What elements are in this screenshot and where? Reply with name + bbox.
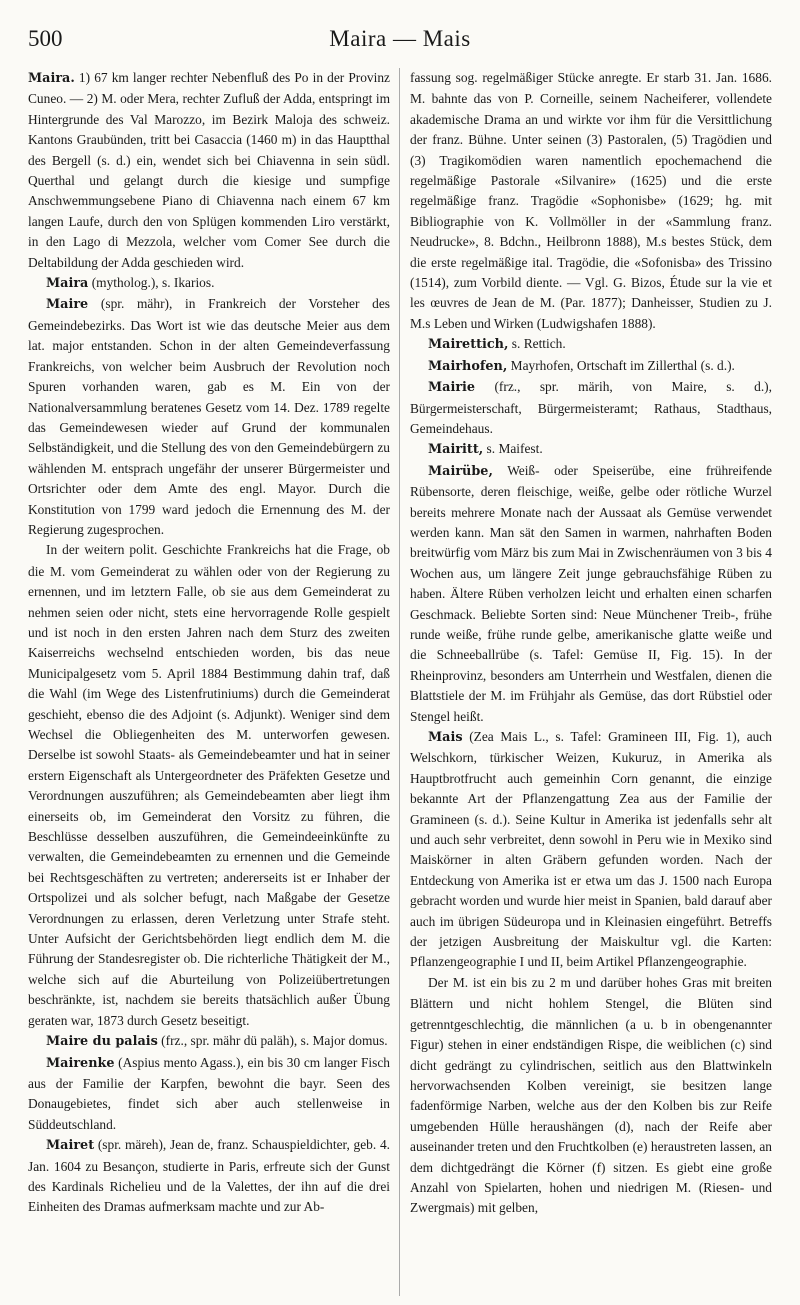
entry-text: s. Rettich. bbox=[508, 336, 566, 352]
left-column bbox=[28, 68, 390, 1298]
entry-mairet-continued bbox=[410, 68, 772, 334]
entry-maira-river bbox=[28, 68, 390, 273]
entry-mairuebe bbox=[410, 461, 772, 727]
headword: Maira bbox=[46, 276, 89, 292]
entry-text: 1) 67 km langer rechter Nebenfluß des Po in der Provinz Cuneo. — 2) M. oder Mera, rechter Zufluß der Adda, entspringt im Hintergrunde des Val Marozzo, im Bezirk Maloja des schweiz. Kantons Graubünden, tritt bei Casaccia (1460 m) in das Hauptthal des Bergell (s. d.) ein, wendet sich bei Chiavenna in sein südl. Querthal und gelangt durch die kiesige und sumpfige Anschwemmungsebene Piano di Chiavenna nach einem 67 km langen Laufe, durch den von Splügen kommenden Liro verstärkt, in den Lago di Mezzola, welcher vom Comer See durch die Deltabildung der Adda geschieden wird. bbox=[28, 70, 390, 270]
headword: Maire du palais bbox=[46, 1034, 158, 1050]
running-title: Maira — Mais bbox=[329, 26, 471, 51]
headword: Mais bbox=[428, 730, 463, 745]
headword: Mairettich, bbox=[428, 337, 509, 353]
page-header bbox=[28, 22, 772, 58]
entry-maire bbox=[28, 294, 390, 540]
entry-text: (Zea Mais L., s. Tafel: Gramineen III, Fig. 1), auch Welschkorn, türkischer Weizen, Kukuruz, in Amerika als Hauptbrotfrucht auch gemeinhin Corn genannt, die einzige bekannte Art der Pflanzengattung Zea aus der Familie der Gramineen (s. d.). Seine Kultur in Amerika ist jedenfalls sehr alt und auch sehr verbreitet, denn sowohl in Peru wie in Mexiko sind Maiskörner in alten Gräbern gefunden worden. Nach der Entdeckung von Amerika ist er etwa um das J. 1500 nach Europa gebracht worden und wurde hier meist in Spanien, bald darauf aber auch im übrigen Südeuropa und in Kleinasien eingeführt. Betreffs der jetzigen Ausbreitung der Maiskultur vgl. die Karten: Pflanzengeographie I und II, beim Artikel Pflanzengeographie. bbox=[410, 729, 772, 970]
headword: Mairie bbox=[428, 380, 476, 396]
entry-mairet bbox=[28, 1135, 390, 1218]
entry-maire-continued bbox=[28, 540, 390, 1031]
entry-text: Der M. ist ein bis zu 2 m und darüber hohes Gras mit breiten Blättern und nicht hohlem Stengel, die Blüten sind getrenntgeschlechtig, die männlichen (a u. b in obengenannter Figur) stehen in einer endständigen Rispe, die weiblichen (c) sind dicht gedrängt zu cylindrischen, seitlich aus den Blattwinkeln hervorwachsenden Kolben vereinigt, sie besitzen lange fadenförmige Narben, welche aus der den Kolben bis zur Reife umgebenden Hülle heraushängen (d), nach der Reife aber auseinander treten und den Fruchtkolben (e) heraustreten lassen, an dem dichtgedrängt die Körner (f) sitzen. Es giebt eine große Anzahl von Spielarten, hohen und niedrigen M. (Riesen- und Zwergmais) mit gelben, bbox=[410, 974, 772, 1216]
entry-text: (Aspius mento Agass.), ein bis 30 cm langer Fisch aus der Familie der Karpfen, bewohnt die bayr. Seen des Donaugebietes, findet sich aber auch stellenweise in Süddeutschland. bbox=[28, 1054, 390, 1132]
headword: Mairenke bbox=[46, 1055, 115, 1071]
columns bbox=[28, 68, 772, 1298]
entry-maire-du-palais bbox=[28, 1031, 390, 1052]
entry-text: (spr. märeh), Jean de, franz. Schauspieldichter, geb. 4. Jan. 1604 zu Besançon, studierte in Paris, erfreute sich der Gunst des Kardinals Richelieu und de la Valettes, der ihn auf die drei Einheiten des Dramas aufmerksam machte und zur Ab- bbox=[28, 1137, 390, 1215]
entry-text: (mytholog.), s. Ikarios. bbox=[88, 275, 215, 291]
headword: Mairhofen, bbox=[428, 358, 508, 374]
entry-mairhofen bbox=[410, 356, 772, 377]
entry-text: Weiß- oder Speiserübe, eine frühreifende Rübensorte, deren fleischige, weiße, gelbe oder rötliche Wurzel bereits mehrere Monate nach der Aussaat als Gemüse verwendet werden kann. Man sät den Samen in warmen, nahrhaften Boden breitwürfig vom März bis zum Mai in Zwischenräumen von 3 bis 4 Wochen aus, um längere Zeit junge gebrauchsfähige Rüben zu haben. Ältere Rüben verholzen leicht und erhalten einen scharfen Geschmack. Beliebte Sorten sind: Neue Münchener Treib-, frühe runde weiße, frühe runde gelbe, amerikanische glatte weiße und die Schneeballrübe (s. Tafel: Gemüse II, Fig. 15). In der Rheinprovinz, besonders am Unterrhein und Westfalen, dienen die Blattstiele der M. im Frühjahr als Gemüse, das dort Rübstiel oder Stengel heißt. bbox=[410, 462, 772, 724]
entry-mairitt bbox=[410, 439, 772, 460]
entry-text: s. Maifest. bbox=[483, 441, 543, 457]
entry-mais-continued bbox=[410, 973, 772, 1219]
entry-mairettich bbox=[410, 334, 772, 355]
entry-mairie bbox=[410, 377, 772, 439]
right-column bbox=[410, 68, 772, 1298]
entry-mairenke bbox=[28, 1053, 390, 1136]
headword: Maire bbox=[46, 297, 89, 313]
entry-text: Mayrhofen, Ortschaft im Zillerthal (s. d.). bbox=[507, 357, 735, 373]
entry-text: (frz., spr. mähr dü paläh), s. Major domus. bbox=[157, 1033, 388, 1049]
entry-text: (frz., spr. märih, von Maire, s. d.), Bürgermeisterschaft, Bürgermeisteramt; Rathaus, Stadthaus, Gemeindehaus. bbox=[410, 379, 772, 436]
headword: Maira. bbox=[28, 71, 75, 86]
headword: Mairet bbox=[46, 1138, 95, 1154]
headword: Mairübe, bbox=[428, 463, 493, 479]
entry-mais bbox=[410, 727, 772, 973]
entry-maira-myth bbox=[28, 273, 390, 294]
entry-text: (spr. mähr), in Frankreich der Vorsteher des Gemeindebezirks. Das Wort ist wie das deutsche Meier aus dem lat. major entstanden. Schon in der alten Gemeindeverfassung Frankreichs, von welcher beim Ausbruch der Revolution noch Spuren vorhanden waren, gab es M. Ein von der Nationalversammlung beratenes Gesetz vom 14. Dez. 1789 regelte das Gemeindewesen wieder auf Grund der kommunalen Selbständigkeit, und die Stellung des von den Gemeindebürgern zu wählenden M. entsprach ungefähr der unserer Bürgermeister und Ortsrichter oder dem Amte des engl. Mayor. Durch die Konstitution von 1799 ward jedoch die Ernennung des M. der Regierung zugesprochen. bbox=[28, 296, 390, 537]
entry-text: In der weitern polit. Geschichte Frankreichs hat die Frage, ob die M. vom Gemeinderat zu wählen oder von der Regierung zu ernennen, und im letztern Falle, ob sie aus dem Gemeinderat zu nehmen seien oder nicht, stets eine hervorragende Rolle gespielt und ist noch in den ersten Jahren nach dem Sturz des zweiten Kaiserreichs wechselnd entschieden worden, bis das neue Municipalgesetz vom 5. April 1884 Bestimmung dahin traf, daß die Wahl (im Wege des Listenfrutiniums) durch die Gemeinderat geschieht, ebenso die des Adjoint (s. Adjunkt). Weniger sind dem Wechsel die Obliegenheiten des M. unterworfen gewesen. Derselbe ist sowohl Staats- als Gemeindebeamter und hat in seiner erstern Eigenschaft als Untergeordneter des Präfekten Gesetze und Verordnungen auszuführen; als Gemeindebeamten aber liegt ihm einerseits ob, im Gemeinderat den Vorsitz zu führen, die Beschlüsse desselben auszuführen, die Gemeindeeinkünfte zu verwalten, die Gemeindebeamten zu ernennen und die Gemeinde bei Rechtsgeschäften zu vertreten; andererseits ist er Inhaber der Ortspolizei und als solcher befugt, nach Maßgabe der Gesetze Verordnungen zu erlassen, deren Verletzung unter Strafe steht. Unter Aufsicht der Gerichtsbehörden liegt endlich dem M. die Führung der Standesregister ob. Die richterliche Thätigkeit der M., welche sich auf die Aburteilung von Polizeiübertretungen beschränkte, ist, nachdem sie bereits thatsächlich außer Übung geraten war, 1873 durch Gesetz beseitigt. bbox=[28, 542, 390, 1028]
page-number: 500 bbox=[28, 26, 63, 51]
entry-text: fassung sog. regelmäßiger Stücke anregte. Er starb 31. Jan. 1686. M. bahnte das von P. Corneille, seinem Nacheiferer, vollendete akademische Drama an und wirkte vor ihm für die Versittlichung der franz. Bühne. Unter seinen (3) Pastoralen, (5) Tragödien und (3) Tragikomödien waren namentlich epochemachend die regelmäßige Pastorale «Silvanire» (1625) und die erste regelmäßige franz. Tragödie «Sophonisbe» (1629; hg. mit Bibliographie von K. Vollmöller in der «Sammlung franz. Neudrucke», 8. Bdchn., Heilbronn 1888), M.s bestes Stück, dem die erste regelmäßige ital. Tragödie, die «Sofonisba» des Trissino (1514), zum Vorbild diente. — Vgl. G. Bizos, Étude sur la vie et les œuvres de Jean de M. (Par. 1877); Danheisser, Studien zu J. M.s Leben und Wirken (Ludwigshafen 1888). bbox=[410, 70, 772, 331]
headword: Mairitt, bbox=[428, 442, 484, 458]
